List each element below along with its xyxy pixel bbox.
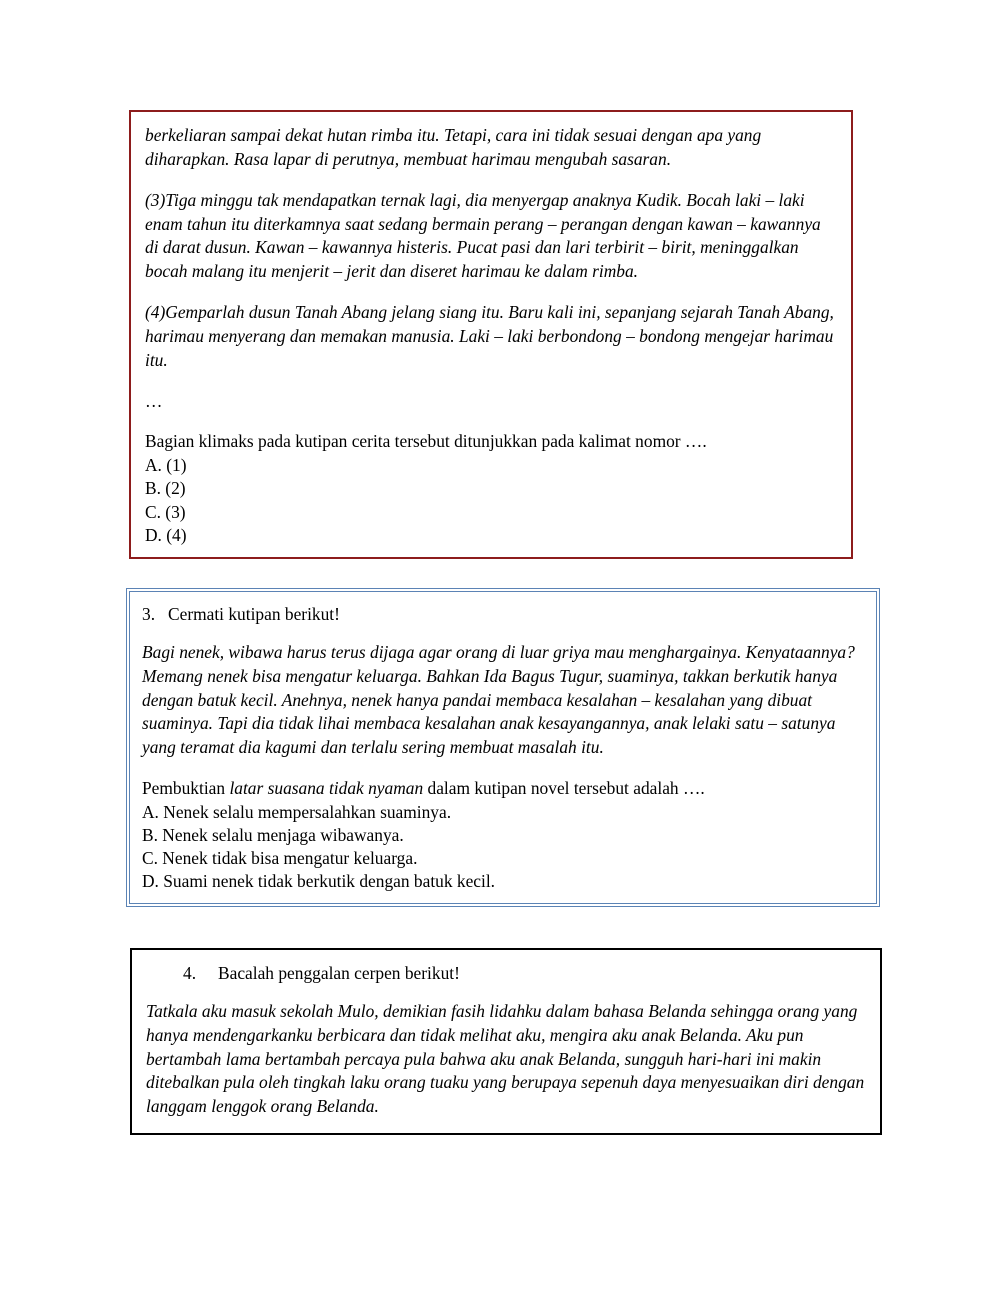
question-box-4 [130, 948, 882, 1135]
answer-option-d[interactable]: D. Suami nenek tidak berkutik dengan batuk kecil. [142, 871, 496, 892]
question-3-instruction: Cermati kutipan berikut! [168, 604, 340, 624]
spacer [146, 986, 866, 1000]
answer-option-b[interactable]: B. Nenek selalu menjaga wibawanya. [142, 825, 404, 846]
answer-option-d[interactable]: D. (4) [145, 524, 187, 545]
stem-text-after: dalam kutipan novel tersebut adalah …. [423, 778, 705, 799]
passage-paragraph-2: (3)Tiga minggu tak mendapatkan ternak lagi, dia menyergap anaknya Kudik. Bocah laki – laki enam tahun itu diterkamnya saat sedang bermain perang – perangan dengan kawan – kawannya di darat dusun. Kawan – kawannya histeris. Pucat pasi dan lari terbirit – birit, meninggalkan bocah malang itu menjerit – jerit dan diseret harimau ke dalam rimba. [145, 189, 821, 282]
stem-emphasis: latar suasana tidak nyaman [229, 778, 424, 799]
answer-option-a[interactable]: A. (1) [145, 455, 187, 476]
spacer [142, 627, 862, 641]
question-3-number: 3. [142, 604, 156, 624]
answer-option-c[interactable]: C. Nenek tidak bisa mengatur keluarga. [142, 848, 418, 869]
question-4-instruction: Bacalah penggalan cerpen berikut! [218, 963, 460, 983]
question-4-heading [146, 962, 866, 986]
answer-options-3 [142, 801, 862, 894]
question-4-passage: Tatkala aku masuk sekolah Mulo, demikian fasih lidahku dalam bahasa Belanda sehingga orang yang hanya mendengarkanku berbicara dan tidak melihat aku, mengira aku anak Belanda. Aku pun bertambah lama bertambah percaya pula bahwa aku anak Belanda, sungguh hari-hari ini makin ditebalkan pula oleh tingkah laku orang tuaku yang berupaya sepenuh daya menyesuaikan diri dengan langgam lenggok orang Belanda. [146, 1000, 865, 1117]
stem-text-before: Pembuktian [142, 778, 230, 799]
passage-paragraph-3: (4)Gemparlah dusun Tanah Abang jelang siang itu. Baru kali ini, sepanjang sejarah Tanah Abang, harimau menyerang dan memakan manusia. Laki – laki berbondong – bondong mengejar harimau itu. [145, 302, 834, 370]
question-box-3 [129, 591, 877, 904]
answer-option-b[interactable]: B. (2) [145, 478, 186, 499]
question-4-number: 4. [183, 963, 197, 983]
passage-ellipsis: … [145, 390, 164, 411]
passage-paragraph-1: berkeliaran sampai dekat hutan rimba itu. Tetapi, cara ini tidak sesuai dengan apa yang diharapkan. Rasa lapar di perutnya, membuat harimau mengubah sasaran. [145, 125, 762, 169]
question-3-stem [142, 777, 862, 801]
question-3-heading [142, 603, 862, 627]
question-stem: Bagian klimaks pada kutipan cerita tersebut ditunjukkan pada kalimat nomor …. [145, 431, 707, 452]
answer-option-a[interactable]: A. Nenek selalu mempersalahkan suaminya. [142, 801, 452, 822]
question-box-continuation [129, 110, 853, 559]
answer-options [145, 454, 837, 547]
question-3-passage: Bagi nenek, wibawa harus terus dijaga agar orang di luar griya mau menghargainya. Kenyataannya? Memang nenek bisa mengatur keluarga. Bahkan Ida Bagus Tugur, suaminya, takkan berkutik hanya dengan batuk kecil. Anehnya, nenek hanya pandai membaca kesalahan – kesalahan yang dibuat suaminya. Tapi dia tidak lihai membaca kesalahan anak kesayangannya, anak lelaki satu – satunya yang teramat dia kagumi dan terlalu sering membuat masalah itu. [142, 641, 855, 758]
answer-option-c[interactable]: C. (3) [145, 501, 186, 522]
